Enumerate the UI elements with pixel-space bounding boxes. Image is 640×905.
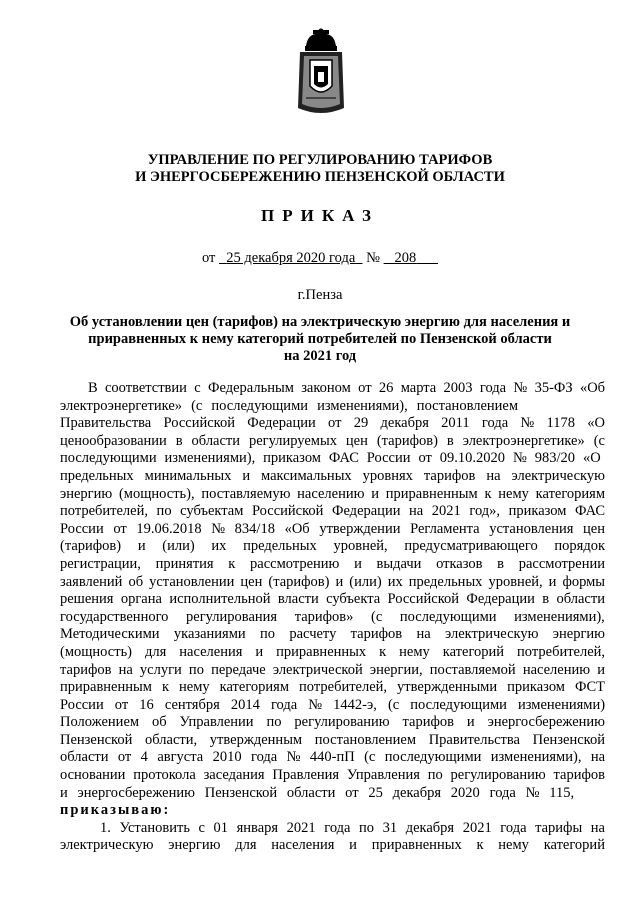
body-line: (тарифов) и (или) их предельных уровней, предусматривающего порядок bbox=[60, 538, 606, 555]
body-line: приравненным к нему категориям потребителей, утвержденными приказом ФСТ bbox=[60, 679, 605, 696]
body-line: предельных минимальных и максимальных уровнях тарифов на электрическую bbox=[60, 467, 605, 484]
organization-name-line2: И ЭНЕРГОСБЕРЕЖЕНИЮ ПЕНЗЕНСКОЙ ОБЛАСТИ bbox=[135, 169, 505, 185]
title-line: Об установлении цен (тарифов) на электрическую энергию для населения и bbox=[69, 314, 571, 330]
organization-name-line1: УПРАВЛЕНИЕ ПО РЕГУЛИРОВАНИЮ ТАРИФОВ bbox=[147, 152, 493, 168]
body-line: и энергосбережению Пензенской области от 25 декабря 2020 года № 115, bbox=[60, 784, 575, 801]
body-line: Пензенской области, утвержденным постановлением Правительства Пензенской bbox=[60, 731, 605, 748]
city-name: г.Пенза bbox=[297, 287, 343, 303]
document-type-heading: ПРИКАЗ bbox=[261, 206, 379, 225]
body-line: ценообразовании в области регулируемых цен (тарифов) в электроэнергетике» (с bbox=[60, 432, 605, 449]
body-line: энергию (мощность), поставляемую населению и приравненным к нему категориям bbox=[60, 485, 606, 502]
body-line: (мощность) для населения и приравненных к нему категорий потребителей, bbox=[60, 643, 606, 660]
document-body bbox=[60, 380, 606, 855]
body-line: В соответствии с Федеральным законом от 26 марта 2003 года № 35-ФЗ «Об bbox=[88, 380, 606, 396]
body-line: заявлений об установлении цен (тарифов) и (или) их предельных уровней, и формы bbox=[60, 573, 606, 590]
body-line: электроэнергетике» (с последующими изменениями), постановлением bbox=[60, 397, 519, 414]
body-line: России от 19.06.2018 № 834/18 «Об утверждении Регламента установления цен bbox=[60, 520, 605, 537]
order-date: 25 декабря 2020 года bbox=[226, 250, 356, 266]
order-word: приказываю: bbox=[60, 802, 171, 819]
body-line: тарифов на услуги по передаче электрической энергии, поставляемой населению и bbox=[60, 661, 605, 678]
body-line: России от 16 сентября 2014 года № 1442-э, (с последующими изменениями) bbox=[60, 696, 606, 713]
body-line: регистрации, принятия к рассмотрению и выдачи отказов в рассмотрении bbox=[60, 555, 605, 572]
item1-line: электрическую энергию для населения и приравненных к нему категорий bbox=[60, 837, 605, 854]
title-line: на 2021 год bbox=[283, 348, 357, 364]
body-line: последующими изменениями), приказом ФАС России от 09.10.2020 № 983/20 «О bbox=[60, 450, 601, 467]
order-date-number-line bbox=[0, 250, 640, 267]
body-line: Правительства Российской Федерации от 29 декабря 2011 года № 1178 «О bbox=[60, 415, 606, 432]
item1-line: 1. Установить с 01 января 2021 года по 31 декабря 2021 года тарифы на bbox=[100, 819, 605, 836]
body-line: Методическими указаниями по расчету тарифов на электрическую энергию bbox=[60, 626, 606, 643]
body-line: государственного регулирования тарифов» (с последующими изменениями), bbox=[60, 608, 605, 625]
order-number: 208 bbox=[394, 250, 417, 266]
body-line: потребителей, по субъектам Российской Федерации на 2021 год», приказом ФАС bbox=[60, 503, 605, 520]
coat-of-arms-emblem bbox=[296, 28, 346, 118]
body-line: основании протокола заседания Правления Управления по регулированию тарифов bbox=[60, 767, 605, 784]
document-title bbox=[60, 314, 580, 365]
body-line: Положением об Управлении по регулированию тарифов и энергосбережению bbox=[60, 714, 606, 731]
date-prefix: от bbox=[202, 250, 216, 266]
body-line: решения органа исполнительной власти субъекта Российской Федерации в области bbox=[60, 591, 605, 608]
body-line: области от 4 августа 2010 года № 440-пП (с последующими изменениями), на bbox=[60, 749, 606, 766]
title-line: приравненных к нему категорий потребителей по Пензенской области bbox=[88, 331, 552, 347]
number-prefix: № bbox=[366, 250, 380, 266]
